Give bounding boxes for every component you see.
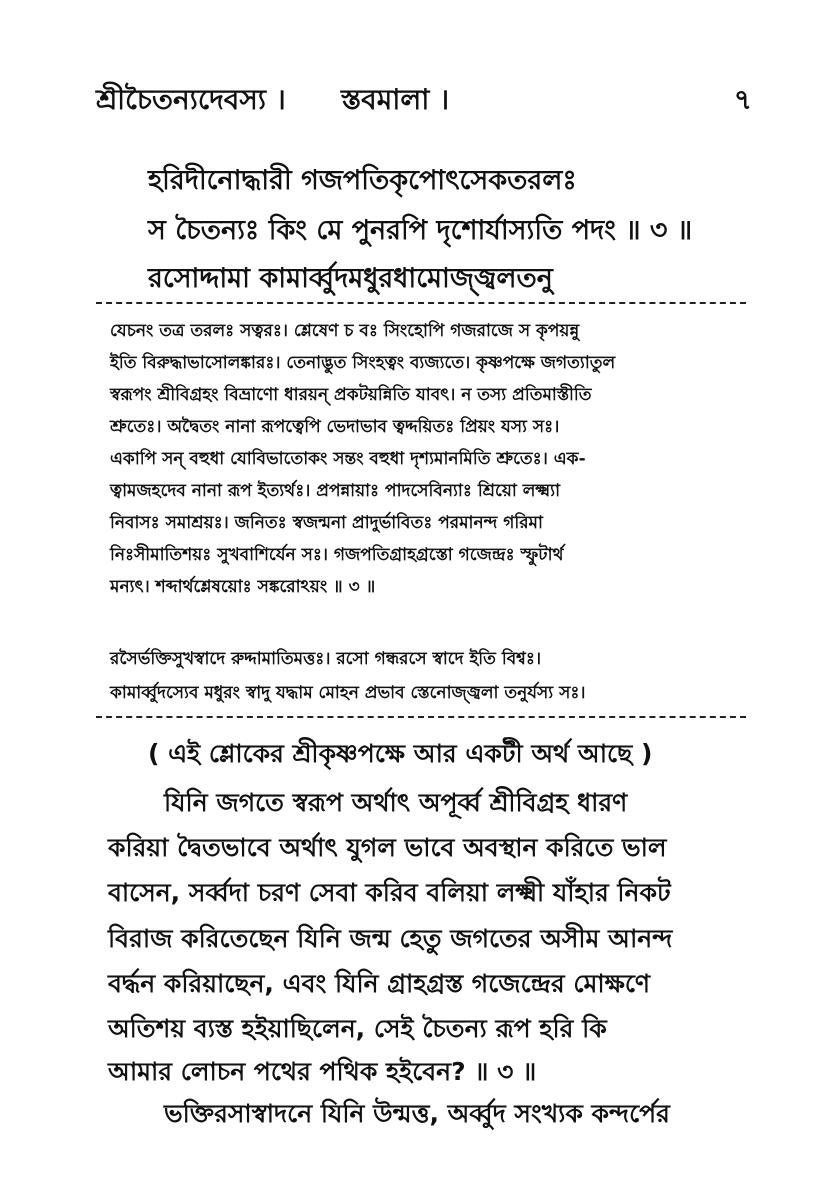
- verse-line: স চৈতন্যঃ কিং মে পুনরপি দৃশোর্যাস্যতি পদং ॥ ৩ ॥: [148, 215, 693, 246]
- commentary-line: নিঃসীমাতিশয়ঃ সুখবাশির্যেন সঃ। গজপতিগ্রাহগ্রস্তো গজেন্দ্রঃ স্ফুটার্থ: [110, 545, 564, 565]
- commentary-line: একাপি সন্ বহুধা যোবিভাতোকং সন্তং বহুধা দৃশ্যমানমিতি শ্রুতেঃ। এক-: [110, 449, 586, 469]
- commentary-line: স্বরূপং শ্রীবিগ্রহং বিভ্রাণো ধারয়ন্ প্রকটয়ন্নিতি যাবৎ। ন তস্য প্রতিমাস্তীতি: [110, 385, 592, 405]
- commentary-line: যেচনং তত্র তরলঃ সত্বরঃ। শ্লেষেণ চ বঃ সিংহোপি গজরাজে স কৃপয়ন্নু: [110, 321, 580, 341]
- book-title: স্তবমালা ।: [341, 83, 450, 116]
- commentary-line: নিবাসঃ সমাশ্রয়ঃ। জনিতঃ স্বজন্মনা প্রাদুর্ভাবিতঃ পরমানন্দ গরিমা: [110, 513, 543, 533]
- page-number: ৭: [733, 83, 752, 116]
- translation-line: যিনি জগতে স্বরূপ অর্থাৎ অপূর্ব্ব শ্রীবিগ্রহ ধারণ: [164, 788, 628, 817]
- translation-line: করিয়া দ্বৈতভাবে অর্থাৎ যুগল ভাবে অবস্থান করিতে ভাল: [108, 833, 667, 862]
- commentary-line: কামার্ব্বুদস্যেব মধুরং স্বাদু যদ্ধাম মোহন প্রভাব স্তেনোজ্জ্বলা তনুর্যস্য সঃ।: [110, 683, 586, 703]
- translation-line: অতিশয় ব্যস্ত হইয়াছিলেন, সেই চৈতন্য রূপ হরি কি: [108, 1014, 607, 1043]
- divider: [96, 716, 746, 718]
- translation-heading: ( এই শ্লোকের শ্রীকৃষ্ণপক্ষে আর একটী অর্থ আছে ): [148, 739, 653, 768]
- commentary-line: ইতি বিরুদ্ধাভাসোলঙ্কারঃ। তেনাদ্ভুত সিংহত্বং ব্যজ্যতে। কৃষ্ণপক্ষে জগত্যাতুল: [110, 353, 616, 373]
- divider: [96, 302, 746, 304]
- verse-line: হরিদীনোদ্ধারী গজপতিকৃপোৎসেকতরলঃ: [148, 165, 577, 196]
- commentary-line: ত্বামজহদেব নানা রূপ ইত্যর্থঃ। প্রপন্নায়াঃ পাদসেবিন্যাঃ শ্রিয়ো লক্ষ্ম্যা: [110, 481, 561, 501]
- translation-line: আমার লোচন পথের পথিক হইবেন? ॥ ৩ ॥: [108, 1057, 537, 1086]
- translation-line: বর্দ্ধন করিয়াছেন, এবং যিনি গ্রাহগ্রস্ত গজেন্দ্রের মোক্ষণে: [108, 969, 651, 998]
- page-header: [96, 78, 752, 118]
- translation-line: বাসেন, সর্ব্বদা চরণ সেবা করিব বলিয়া লক্ষ্মী যাঁহার নিকট: [108, 878, 671, 907]
- translation-line: ভক্তিরসাস্বাদনে যিনি উন্মত্ত, অর্ব্বুদ সংখ্যক কন্দর্পের: [164, 1099, 670, 1128]
- running-title: শ্রীচৈতন্যদেবস্য ।: [96, 83, 286, 116]
- commentary-line: রসৈর্ভক্তিসুখস্বাদে রুদ্দামাতিমত্তঃ। রসো গন্ধরসে স্বাদে ইতি বিশ্বঃ।: [110, 649, 542, 669]
- commentary-line: শ্রুতেঃ। অদ্বৈতং নানা রূপত্বেপি ভেদাভাব ত্বদ্দয়িতঃ প্রিয়ং যস্য সঃ।: [110, 417, 560, 437]
- commentary-line: মন্যৎ। শব্দার্থশ্লেষয়োঃ সঙ্করোঽয়ং ॥ ৩ ॥: [110, 577, 376, 597]
- verse-line: রসোদ্দামা কামার্ব্বুদমধুরধামোজ্জ্বলতনু: [148, 263, 553, 294]
- translation-line: বিরাজ করিতেছেন যিনি জন্ম হেতু জগতের অসীম আনন্দ: [108, 924, 673, 953]
